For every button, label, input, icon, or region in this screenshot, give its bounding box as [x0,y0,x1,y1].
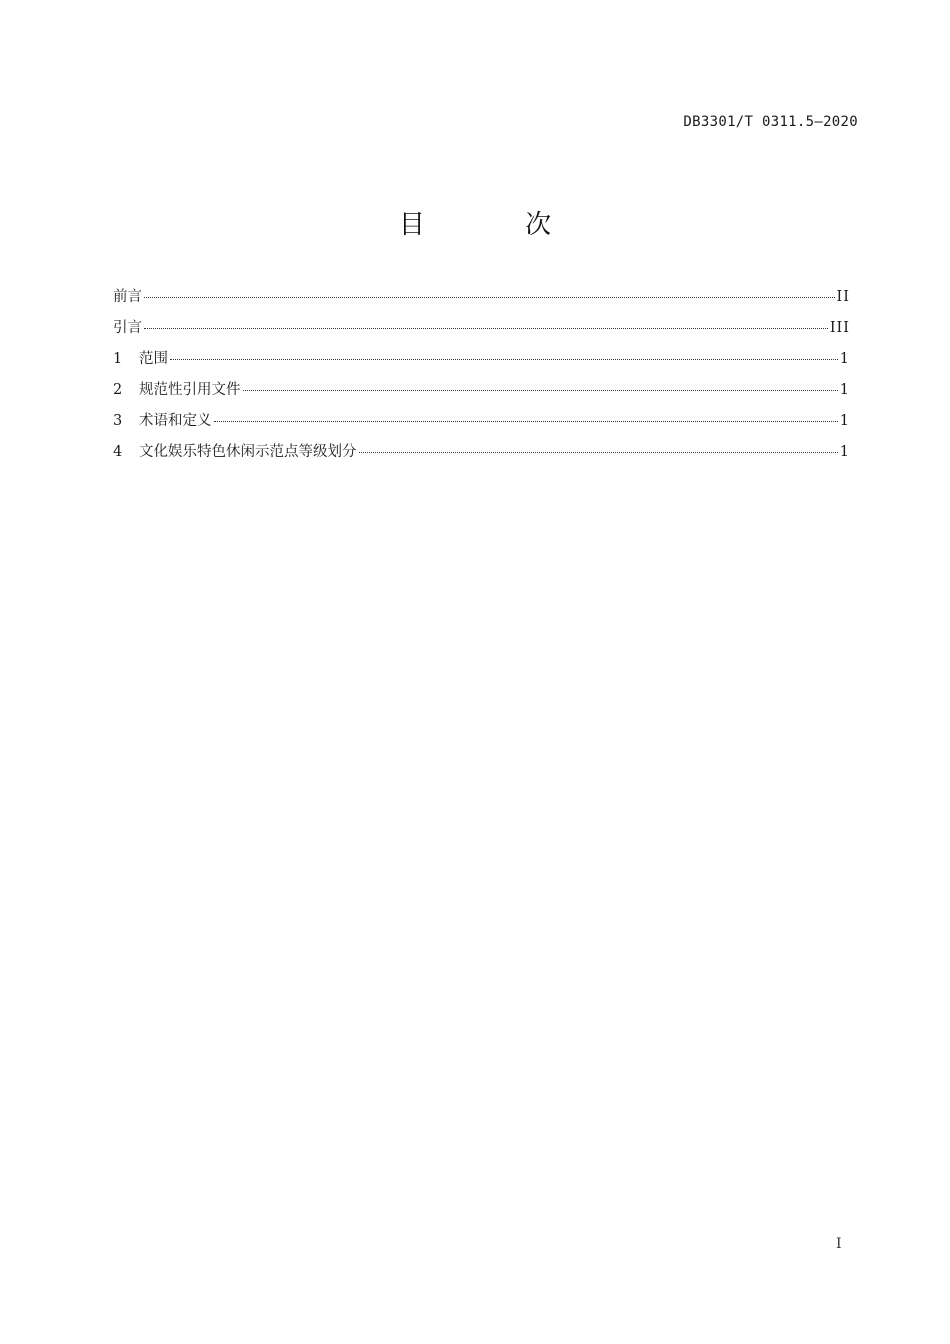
toc-entry-page: III [829,320,850,336]
toc-dot-leader [214,420,838,422]
toc-entry-label: 范围 [139,351,168,367]
toc-entry-label: 前言 [113,289,142,305]
toc-list [113,286,850,472]
toc-dot-leader [144,296,835,298]
toc-entry-number: 2 [113,382,123,398]
toc-entry-page: 1 [839,351,850,367]
toc-entry-label: 文化娱乐特色休闲示范点等级划分 [139,444,357,460]
toc-dot-leader [144,327,828,329]
toc-entry-foreword[interactable] [113,286,850,317]
toc-dot-leader [359,451,838,453]
toc-dot-leader [170,358,838,360]
toc-title: 目 次 [398,210,598,240]
toc-entry-introduction[interactable] [113,317,850,348]
toc-entry-label: 引言 [113,320,142,336]
toc-dot-leader [243,389,838,391]
toc-entry-page: 1 [839,382,850,398]
toc-entry-terms-definitions[interactable] [113,410,850,441]
toc-entry-label: 规范性引用文件 [139,382,241,398]
toc-entry-scope[interactable] [113,348,850,379]
toc-entry-page: II [836,289,850,305]
toc-entry-number: 4 [113,444,123,460]
toc-entry-grade-classification[interactable] [113,441,850,472]
toc-entry-page: 1 [839,413,850,429]
toc-entry-number: 3 [113,413,123,429]
toc-entry-number: 1 [113,351,123,367]
page-number: I [836,1236,842,1252]
document-code: DB3301/T 0311.5—2020 [683,114,858,130]
toc-entry-page: 1 [839,444,850,460]
toc-entry-normative-references[interactable] [113,379,850,410]
toc-entry-label: 术语和定义 [139,413,212,429]
